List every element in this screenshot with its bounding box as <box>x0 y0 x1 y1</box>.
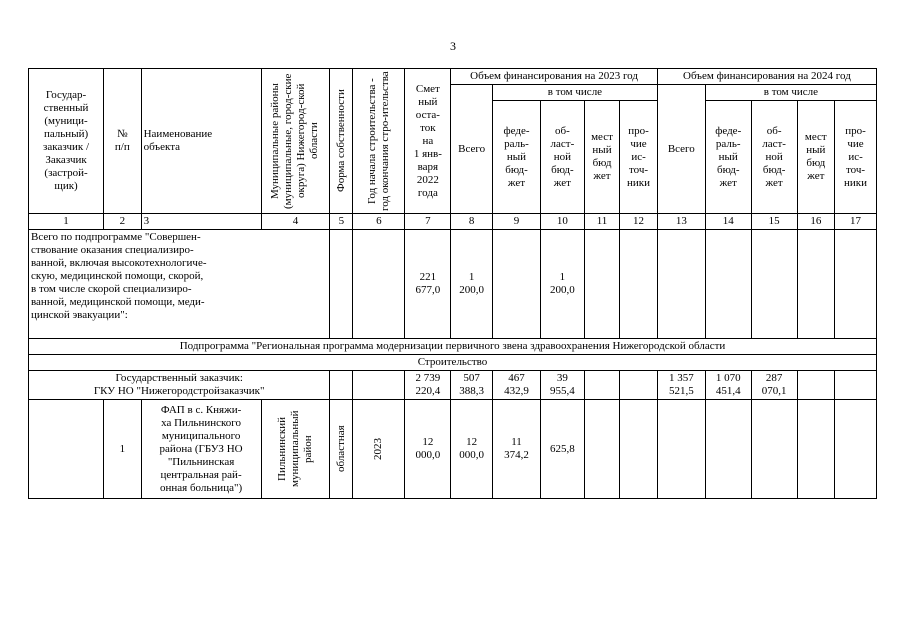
total-row-label: Всего по подпрограмме "Совершен- ствование оказания специализиро- ванной, включая высокотехнологиче- скую, медицинской помощи, скорой, в том числе скорой специализиро- ванной, медицинской помощи, меди- цинской эвакуации": <box>29 230 330 339</box>
cell <box>620 400 658 499</box>
col-number: 3 <box>141 214 261 230</box>
cell <box>835 400 877 499</box>
cell <box>835 371 877 400</box>
col-number: 17 <box>835 214 877 230</box>
cell <box>797 230 835 339</box>
cell <box>620 371 658 400</box>
cell <box>751 400 797 499</box>
total-balance: 221 677,0 <box>405 230 451 339</box>
col-number: 16 <box>797 214 835 230</box>
cell <box>29 400 104 499</box>
cell <box>797 371 835 400</box>
header-total-2023: Всего <box>451 85 493 214</box>
header-fin-2023: Объем финансирования на 2023 год <box>451 69 658 85</box>
header-num: № п/п <box>104 69 142 214</box>
col-number: 5 <box>330 214 353 230</box>
state-customer-label: Государственный заказчик: ГКУ НО "Нижегородстройзаказчик" <box>29 371 330 400</box>
col-number: 6 <box>353 214 405 230</box>
cell <box>353 230 405 339</box>
header-name: Наименование объекта <box>141 69 261 214</box>
cell <box>620 230 658 339</box>
header-incl-2023: в том числе <box>493 85 658 101</box>
header-customer: Государ- ственный (муници- пальный) заказчик / Заказчик (застрой- щик) <box>29 69 104 214</box>
col-number: 2 <box>104 214 142 230</box>
header-other-2024: про- чие ис- точ- ники <box>835 101 877 214</box>
state-balance: 2 739 220,4 <box>405 371 451 400</box>
object-year-text: 2023 <box>372 438 385 460</box>
object-ownership-text: областная <box>334 425 347 473</box>
cell <box>353 371 405 400</box>
state-federal-2023: 467 432,9 <box>493 371 541 400</box>
object-balance: 12 000,0 <box>405 400 451 499</box>
object-year <box>353 400 405 499</box>
col-number: 8 <box>451 214 493 230</box>
cell <box>797 400 835 499</box>
object-ownership <box>330 400 353 499</box>
cell <box>835 230 877 339</box>
col-number: 9 <box>493 214 541 230</box>
header-districts <box>261 69 330 214</box>
cell <box>330 371 353 400</box>
object-num: 1 <box>104 400 142 499</box>
header-local-2023: мест ный бюд жет <box>584 101 619 214</box>
col-number: 7 <box>405 214 451 230</box>
header-regional-2024: об- ласт- ной бюд- жет <box>751 101 797 214</box>
header-balance: Смет ный оста- ток на 1 янв- варя 2022 года <box>405 69 451 214</box>
header-federal-2024: феде- раль- ный бюд- жет <box>705 101 751 214</box>
cell <box>584 400 619 499</box>
col-number: 10 <box>540 214 584 230</box>
state-total-2024: 1 357 521,5 <box>657 371 705 400</box>
state-total-2023: 507 388,3 <box>451 371 493 400</box>
col-number: 12 <box>620 214 658 230</box>
cell <box>493 230 541 339</box>
header-ownership-text: Форма собственности <box>334 89 347 193</box>
page-number: 3 <box>450 39 456 53</box>
cell <box>751 230 797 339</box>
cell <box>705 230 751 339</box>
header-regional-2023: об- ласт- ной бюд- жет <box>540 101 584 214</box>
header-districts-text: Муниципальные районы (муниципальные, город-ские округа) Нижегород-ской области <box>269 73 321 209</box>
col-number: 13 <box>657 214 705 230</box>
state-federal-2024: 1 070 451,4 <box>705 371 751 400</box>
col-number: 4 <box>261 214 330 230</box>
cell <box>705 400 751 499</box>
state-regional-2024: 287 070,1 <box>751 371 797 400</box>
header-ownership <box>330 69 353 214</box>
header-incl-2024: в том числе <box>705 85 876 101</box>
cell <box>584 230 619 339</box>
col-number: 15 <box>751 214 797 230</box>
object-regional-2023: 625,8 <box>540 400 584 499</box>
cell <box>657 400 705 499</box>
object-district-text: Пильнинский муниципальный район <box>275 410 314 488</box>
total-2023: 1 200,0 <box>451 230 493 339</box>
header-total-2024: Всего <box>657 85 705 214</box>
cell <box>584 371 619 400</box>
header-years-text: Год начала строительства - год окончания стро-ительства <box>365 71 391 211</box>
col-number: 11 <box>584 214 619 230</box>
subprogram-title: Подпрограмма "Региональная программа модернизации первичного звена здравоохранения Нижегородской области <box>29 339 877 355</box>
section-title: Строительство <box>29 355 877 371</box>
state-regional-2023: 39 955,4 <box>540 371 584 400</box>
total-regional-2023: 1 200,0 <box>540 230 584 339</box>
header-federal-2023: феде- раль- ный бюд- жет <box>493 101 541 214</box>
col-number: 1 <box>29 214 104 230</box>
header-years <box>353 69 405 214</box>
header-local-2024: мест ный бюд жет <box>797 101 835 214</box>
header-fin-2024: Объем финансирования на 2024 год <box>657 69 876 85</box>
header-other-2023: про- чие ис- точ- ники <box>620 101 658 214</box>
object-district <box>261 400 330 499</box>
object-name: ФАП в с. Княжи- ха Пильнинского муниципального района (ГБУЗ НО "Пильнинская центральная рай- онная больница") <box>141 400 261 499</box>
cell <box>330 230 353 339</box>
object-federal-2023: 11 374,2 <box>493 400 541 499</box>
col-number: 14 <box>705 214 751 230</box>
cell <box>657 230 705 339</box>
object-total-2023: 12 000,0 <box>451 400 493 499</box>
financing-table <box>28 68 877 499</box>
